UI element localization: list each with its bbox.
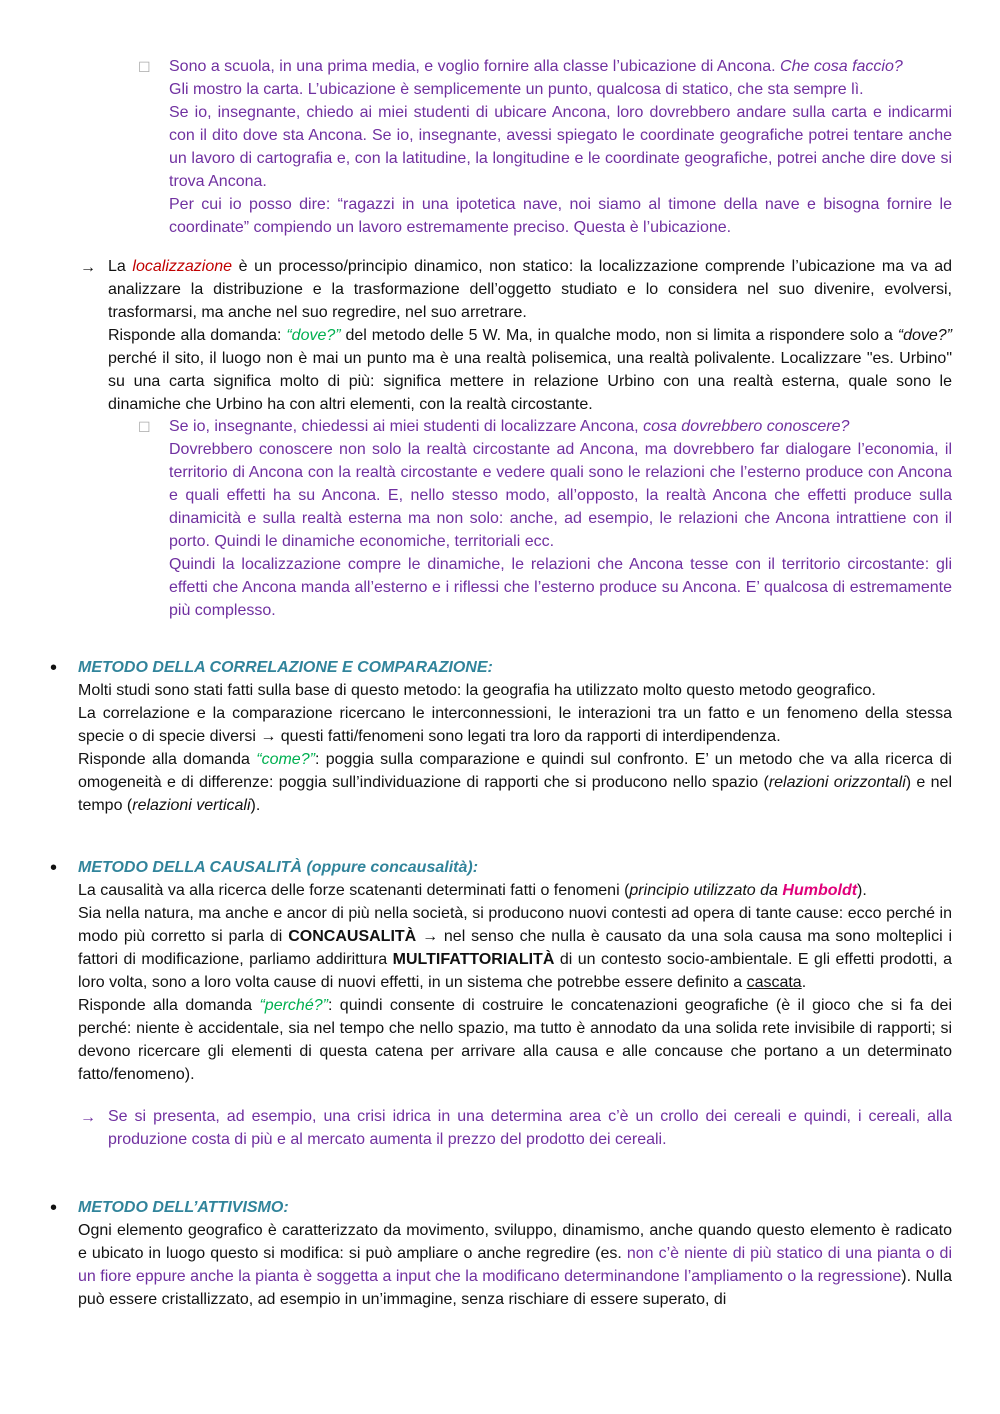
ubicazione-example — [169, 55, 952, 239]
localizzazione-p2-mid: del metodo delle 5 W. Ma, in qualche modo, non si limita a rispondere solo a — [345, 327, 893, 344]
arrow-right-icon: → — [80, 259, 96, 276]
humboldt-name: Humboldt — [782, 882, 858, 899]
bullet-icon: • — [50, 657, 58, 679]
relazioni-orizzontali: relazioni orizzontali — [768, 774, 906, 791]
cascata-term: cascata — [746, 974, 802, 991]
attivismo-example: non c’è niente di più statico di una pianta o di un fiore eppure anche la pianta è soggetta a input che la modificano determinandone l’ampliamento o la regressione — [78, 1245, 952, 1285]
section-causalita — [78, 856, 952, 1086]
concausalita-term: CONCAUSALITÀ — [288, 928, 417, 945]
causalita-p2-mid: nel senso che nulla è causato da una sola causa ma sono molteplici i fattori di modificazione, parliamo addirittura — [78, 928, 953, 968]
localizzazione-ex-s2: Dovrebbero conoscere non solo la realtà circostante ad Ancona, ma dovrebbero far dialogare l’economia, il territorio di Ancona con la realtà circostante e vedere quali sono le relazioni che l’esterno produce con Ancona e quali effetti ha su Ancona. E, nello stesso modo, all’opposto, la realtà Ancona che effetti produce sulla dinamicità e sulla realtà esterna ma non solo: anche, ad esempio, le relazioni che Ancona intrattiene con il porto. Quindi le dinamiche economiche, territoriali ecc. — [169, 441, 952, 550]
checkbox-square-icon: ☐ — [138, 59, 151, 75]
localizzazione-ex-s3: Quindi la localizzazione compre le dinamiche, le relazioni che Ancona tesse con il territorio circostante: gli effetti che Ancona manda all’esterno e i riflessi che l’esterno produce su Ancona. E’ qualcosa di estremamente più complesso. — [169, 556, 952, 619]
ubicazione-s1: Sono a scuola, in una prima media, e voglio fornire alla classe l’ubicazione di Ancona. — [169, 58, 776, 75]
checkbox-square-icon: ☐ — [138, 419, 151, 435]
causalita-p1-italic: principio utilizzato da — [629, 882, 778, 899]
attivismo-p1-end: ). Nulla può essere cristallizzato, ad esempio in un’immagine, senza rischiare di essere superato, di — [78, 1268, 952, 1308]
localizzazione-example — [169, 415, 952, 622]
causalita-p3-end: : quindi consente di costruire le concatenazioni geografiche (è il gioco che si fa dei perché: niente è accidentale, sia nel tempo che nello spazio, ma tutto è annodato da una solida rete invisibile di rapporti; si devono ricercare gli elementi di questa catena per arrivare alla causa e alle concause che portano a un determinato fatto/fenomeno). — [78, 997, 952, 1083]
section-title-attivismo: METODO DELL’ATTIVISMO: — [78, 1199, 289, 1216]
localizzazione-paragraph — [108, 255, 952, 416]
correlazione-p3-start: Risponde alla domanda — [78, 751, 250, 768]
localizzazione-term: localizzazione — [132, 258, 233, 275]
correlazione-p3-mid: : poggia sulla comparazione e quindi sul confronto. E’ un metodo che va alla ricerca di omogeneità e di differenze: poggia sull’individuazione di rapporti che si producono nello spazio ( — [78, 751, 952, 791]
question-dove: “dove?” — [286, 327, 341, 344]
correlazione-p1: Molti studi sono stati fatti sulla base di questo metodo: la geografia ha utilizzato molto questo metodo geografico. — [78, 682, 876, 699]
multifattorialita-term: MULTIFATTORIALITÀ — [392, 951, 555, 968]
causalita-example: Se si presenta, ad esempio, una crisi idrica in una determina area c’è un crollo dei cereali e quindi, i cereali, alla produzione costa di più e al mercato aumenta il prezzo del prodotto dei cereali. — [108, 1108, 952, 1148]
localizzazione-p1-end: è un processo/principio dinamico, non statico: la localizzazione comprende l’ubicazione ma va ad analizzare la distribuzione e la trasformazione dell’oggetto studiato e lo considera nel suo divenire, evolversi, trasformarsi, ma anche nel suo regredire, nel suo arretrare. — [108, 258, 952, 321]
inline-arrow-icon: → — [422, 928, 439, 945]
localizzazione-ex-s1: Se io, insegnante, chiedessi ai miei studenti di localizzare Ancona, — [169, 418, 639, 435]
causalita-p1-end: ). — [857, 882, 867, 899]
attivismo-p1-start: Ogni elemento geografico è caratterizzato da movimento, sviluppo, dinamismo, anche quando questo elemento è radicato e ubicato in luogo questo si modifica: si può ampliare o anche regredire (es. — [78, 1222, 952, 1262]
question-come: “come?” — [256, 751, 315, 768]
localizzazione-p1-start: La — [108, 258, 126, 275]
correlazione-p3-mid2: ) e nel tempo ( — [78, 774, 953, 814]
bullet-icon: • — [50, 1197, 58, 1219]
section-correlazione — [78, 656, 952, 817]
localizzazione-ex-question: cosa dovrebbero conoscere? — [643, 418, 850, 435]
ubicazione-s3: Se io, insegnante, chiedo ai miei studenti di ubicare Ancona, loro dovrebbero andare sulla carta e indicarmi con il dito dove sta Ancona. Se io, insegnante, avessi spiegato le coordinate geografiche potrei tentare anche un lavoro di cartografia e, con la latitudine, la longitudine e le coordinate geografiche, potrei anche dire dove si trova Ancona. — [169, 104, 952, 190]
section-title-correlazione: METODO DELLA CORRELAZIONE E COMPARAZIONE: — [78, 659, 493, 676]
causalita-p1-start: La causalità va alla ricerca delle forze scatenanti determinati fatti o fenomeni ( — [78, 882, 630, 899]
ubicazione-s4: Per cui io posso dire: “ragazzi in una ipotetica nave, noi siamo al timone della nave e bisogna fornire le coordinate” compiendo un lavoro estremamente preciso. Questa è l’ubicazione. — [169, 196, 952, 236]
causalita-p3-start: Risponde alla domanda — [78, 997, 253, 1014]
correlazione-p3-end: ). — [250, 797, 261, 814]
section-title-causalita: METODO DELLA CAUSALITÀ (oppure concausalità): — [78, 859, 479, 876]
causalita-p2-end: . — [801, 974, 807, 991]
relazioni-verticali: relazioni verticali — [132, 797, 251, 814]
ubicazione-s2: Gli mostro la carta. L’ubicazione è semplicemente un punto, qualcosa di statico, che sta sempre lì. — [169, 81, 864, 98]
ubicazione-s1-question: Che cosa faccio? — [780, 58, 903, 75]
bullet-icon: • — [50, 857, 58, 879]
inline-arrow-icon: → — [260, 728, 277, 745]
section-attivismo — [78, 1196, 952, 1311]
question-perche: “perché?” — [259, 997, 328, 1014]
correlazione-p2-end: questi fatti/fenomeni sono legati tra loro da rapporti di interdipendenza. — [280, 728, 781, 745]
causalita-p2-mid2: di un contesto socio-ambientale. E gli effetti prodotti, a loro volta, sono a loro volta cause di nuovi effetti, in un sistema che potrebbe essere definito a — [78, 951, 953, 991]
arrow-right-icon: → — [80, 1109, 96, 1126]
localizzazione-p2-end: perché il sito, il luogo non è mai un punto ma è una realtà polisemica, una realtà polivalente. Localizzare "es. Urbino" su una carta significa molto di più: significa mettere in relazione Urbino con una realtà esterna, quale sono le dinamiche che Urbino ha con altri elementi, con la realtà circostante. — [108, 350, 952, 413]
correlazione-p2-start: La correlazione e la comparazione ricercano le interconnessioni, le interazioni tra un fatto e un fenomeno della stessa specie o di specie diversi — [78, 705, 952, 745]
causalita-p2-start: Sia nella natura, ma anche e ancor di più nella società, si producono nuovi contesti ad opera di tante cause: ecco perché in modo più corretto si parla di — [78, 905, 952, 945]
localizzazione-p2-start: Risponde alla domanda: — [108, 327, 282, 344]
question-dove-2: “dove?” — [897, 327, 952, 344]
